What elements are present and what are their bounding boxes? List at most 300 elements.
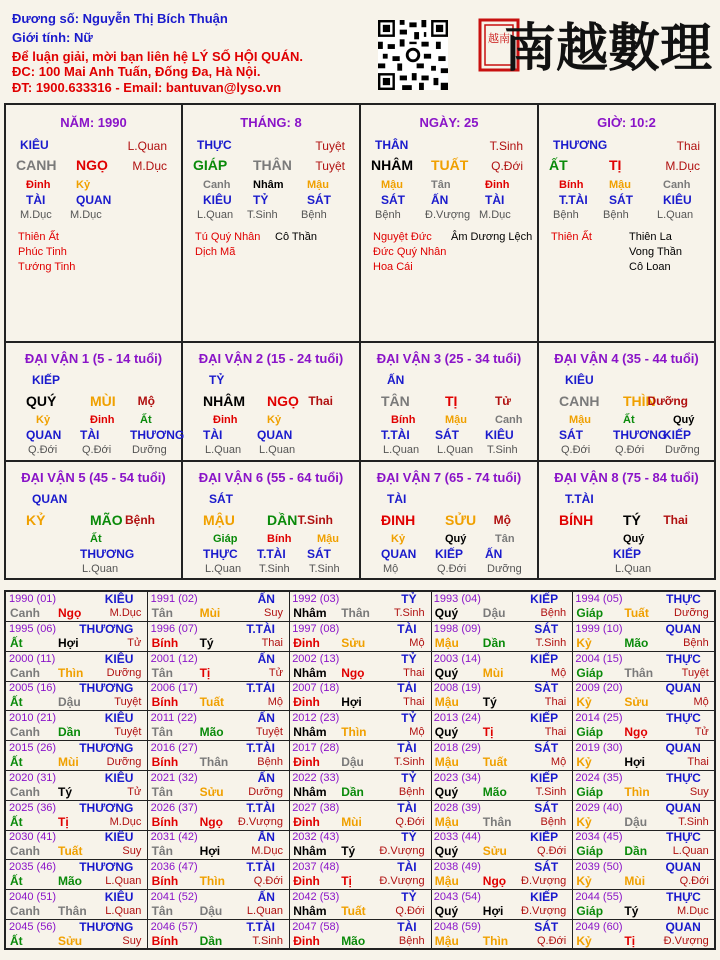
year-chi: Ngọ xyxy=(482,874,507,889)
year-label: 2028 (39) xyxy=(433,801,481,814)
year-stage: L.Quan xyxy=(246,905,283,917)
hidden-stage: Đ.Vượng xyxy=(425,209,471,221)
year-can: Quý xyxy=(434,725,459,740)
year-cell[interactable] xyxy=(431,920,573,950)
dai-van-cell xyxy=(361,343,539,462)
year-god: TỶ xyxy=(401,830,417,845)
year-can: Kỷ xyxy=(576,933,592,948)
year-cell[interactable] xyxy=(431,652,573,682)
year-label: 2011 (22) xyxy=(150,712,197,725)
dv-hidden-stem: Quý xyxy=(445,533,467,545)
pillar-chi: THÂN xyxy=(253,157,292,173)
year-god: THƯƠNG xyxy=(79,800,134,815)
hidden-god: SÁT xyxy=(609,193,633,207)
year-chi: Tuất xyxy=(58,844,83,859)
year-god: TÀI xyxy=(397,621,417,636)
year-label: 1996 (07) xyxy=(150,622,198,635)
year-label: 2004 (15) xyxy=(575,652,623,665)
year-cell[interactable] xyxy=(6,681,148,711)
dv-hidden-stem: Ất xyxy=(90,533,102,545)
year-stage: Suy xyxy=(689,785,709,798)
year-chi: Tuất xyxy=(199,695,225,710)
year-god: TỶ xyxy=(401,651,417,666)
year-cell[interactable] xyxy=(572,592,714,622)
year-chi: Mùi xyxy=(199,606,221,620)
year-cell[interactable] xyxy=(431,830,573,860)
year-chi: Ngọ xyxy=(624,725,648,740)
year-label: 2013 (24) xyxy=(433,712,481,725)
hidden-god: TỶ xyxy=(253,193,269,207)
dv-hidden-god: KIÊU xyxy=(485,428,514,442)
year-cell[interactable] xyxy=(148,652,290,682)
year-cell[interactable] xyxy=(431,771,573,801)
pillar-cell xyxy=(6,105,183,343)
year-cell[interactable] xyxy=(6,771,148,801)
year-can: Đinh xyxy=(293,814,320,829)
year-chi: Tý xyxy=(482,695,497,710)
year-cell[interactable] xyxy=(289,801,431,831)
year-cell[interactable] xyxy=(6,801,148,831)
year-god: KIÊU xyxy=(104,711,134,726)
year-god: SÁT xyxy=(534,860,559,875)
year-label: 2016 (27) xyxy=(150,742,198,754)
year-can: Mậu xyxy=(434,695,459,710)
hidden-stem: Tân xyxy=(431,179,451,191)
year-chi: Dậu xyxy=(341,755,364,769)
dv-hidden-god: SÁT xyxy=(559,428,583,442)
year-can: Bính xyxy=(151,933,179,948)
star-right: Vong Thần xyxy=(629,246,683,258)
year-god: ẤN xyxy=(257,770,275,785)
star-right: Thiên La xyxy=(629,231,672,243)
year-chi: Mão xyxy=(482,784,507,799)
year-label: 2018 (29) xyxy=(433,742,481,754)
year-cell[interactable] xyxy=(6,652,148,682)
dai-van-cell xyxy=(6,343,183,462)
year-cell[interactable] xyxy=(572,801,714,831)
year-label: 2041 (52) xyxy=(150,891,198,903)
year-cell[interactable] xyxy=(431,592,573,622)
year-god: THƯƠNG xyxy=(79,919,134,934)
pillar-top-stage: Thai xyxy=(676,139,700,153)
dai-van-chi: DẦN xyxy=(267,512,298,528)
year-cell[interactable] xyxy=(572,890,714,920)
year-god: T.TÀI xyxy=(246,800,275,815)
year-label: 2023 (34) xyxy=(433,771,481,784)
year-god: THỰC xyxy=(666,711,701,726)
year-god: TÀI xyxy=(397,919,417,934)
dv-hidden-stage: Q.Đới xyxy=(28,444,58,456)
svg-text:越南: 越南 xyxy=(488,32,510,45)
year-can: Đinh xyxy=(293,755,320,769)
dai-van-stage: Thai xyxy=(308,394,333,408)
year-can: Ất xyxy=(10,695,23,710)
year-can: Quý xyxy=(434,904,459,918)
dv-hidden-god: TÀI xyxy=(203,428,223,442)
hidden-god: SÁT xyxy=(381,193,405,207)
year-cell[interactable] xyxy=(6,741,148,771)
year-cell[interactable] xyxy=(148,801,290,831)
year-can: Mậu xyxy=(434,755,459,769)
year-stage: Mộ xyxy=(409,636,425,649)
year-chi: Ngọ xyxy=(58,606,82,620)
year-cell[interactable] xyxy=(148,741,290,771)
year-can: Đinh xyxy=(293,933,320,948)
year-can: Ất xyxy=(10,874,23,889)
dv-hidden-god: SÁT xyxy=(307,547,331,561)
year-cell[interactable] xyxy=(289,890,431,920)
year-label: 2006 (17) xyxy=(150,682,198,695)
hidden-stem: Đinh xyxy=(485,179,510,191)
year-label: 2020 (31) xyxy=(9,771,57,784)
year-cell[interactable] xyxy=(289,741,431,771)
year-label: 2033 (44) xyxy=(433,831,481,844)
year-stage: Dưỡng xyxy=(674,607,709,619)
pillar-title: THÁNG: 8 xyxy=(240,115,302,130)
dv-hidden-god: SÁT xyxy=(435,428,459,442)
year-chi: Sửu xyxy=(199,784,224,799)
dv-hidden-stage: Q.Đới xyxy=(82,444,112,456)
year-cell[interactable] xyxy=(6,622,148,652)
pillar-title: NĂM: 1990 xyxy=(60,115,127,130)
year-chi: Sửu xyxy=(341,635,366,650)
year-label: 2040 (51) xyxy=(9,891,57,903)
year-cell[interactable] xyxy=(431,681,573,711)
year-label: 2031 (42) xyxy=(150,831,198,844)
hidden-stage: Bệnh xyxy=(553,209,579,221)
year-can: Kỷ xyxy=(576,814,592,829)
year-chi: Tị xyxy=(199,665,211,680)
year-can: Canh xyxy=(10,844,40,859)
year-stage: Bệnh xyxy=(398,785,425,798)
hidden-stage: Bệnh xyxy=(301,209,327,221)
dv-hidden-stage: L.Quan xyxy=(437,444,474,456)
dai-van-god: T.TÀI xyxy=(565,492,594,506)
year-can: Tân xyxy=(151,725,173,740)
dai-van-chi: NGỌ xyxy=(267,393,299,409)
chart-grid xyxy=(4,103,716,580)
year-stage: Mộ xyxy=(409,726,425,739)
year-stage: Tuyệt xyxy=(681,666,709,679)
year-stage: Mộ xyxy=(550,756,567,768)
hidden-stem: Mậu xyxy=(609,179,631,191)
dv-hidden-stem: Tân xyxy=(495,533,515,545)
year-stage: Thai xyxy=(403,666,425,679)
dv-hidden-stem: Kỷ xyxy=(36,414,51,426)
dai-van-cell xyxy=(539,343,714,462)
year-chi: Mão xyxy=(624,635,649,650)
year-label: 2048 (59) xyxy=(433,920,481,933)
year-can: Đinh xyxy=(293,695,320,710)
year-can: Đinh xyxy=(293,874,320,889)
year-cell[interactable] xyxy=(148,711,290,741)
year-stage: Dưỡng xyxy=(106,756,142,768)
pillar-title: NGÀY: 25 xyxy=(419,115,479,130)
star-right: Cô Loan xyxy=(629,261,671,273)
year-cell[interactable] xyxy=(431,801,573,831)
dai-van-title: ĐẠI VẬN 3 (25 - 34 tuổi) xyxy=(376,351,522,366)
year-cell[interactable] xyxy=(431,890,573,920)
year-cell[interactable] xyxy=(572,652,714,682)
year-chi: Sửu xyxy=(58,933,83,948)
pillar-stage: M.Dục xyxy=(132,159,167,173)
year-stage: Tuyệt xyxy=(114,696,142,709)
year-god: QUAN xyxy=(665,800,701,815)
year-god: TÀI xyxy=(397,860,417,875)
year-chi: Hợi xyxy=(199,844,221,859)
year-label: 2032 (43) xyxy=(292,831,340,844)
dai-van-stage: Mộ xyxy=(493,513,511,527)
year-chi: Thân xyxy=(624,665,654,680)
year-can: Tân xyxy=(151,784,173,799)
dai-van-god: QUAN xyxy=(32,492,68,506)
year-can: Tân xyxy=(151,904,173,918)
year-cell[interactable] xyxy=(6,711,148,741)
pillar-can: GIÁP xyxy=(193,157,228,173)
year-can: Kỷ xyxy=(576,635,592,650)
year-stage: Thai xyxy=(687,756,709,768)
year-chi: Dần xyxy=(482,635,506,650)
dv-hidden-god: ẤN xyxy=(485,547,503,561)
year-cell[interactable] xyxy=(431,622,573,652)
year-cell[interactable] xyxy=(289,652,431,682)
year-can: Nhâm xyxy=(293,844,327,859)
year-can: Giáp xyxy=(576,784,604,799)
year-label: 2007 (18) xyxy=(292,682,340,695)
dv-hidden-god: TÀI xyxy=(80,428,100,442)
dv-hidden-stem: Giáp xyxy=(213,533,238,545)
dv-hidden-god: T.TÀI xyxy=(381,428,410,442)
year-can: Kỷ xyxy=(576,695,592,710)
dai-van-god: KIÊU xyxy=(565,373,594,387)
year-cell[interactable] xyxy=(572,860,714,890)
year-cell[interactable] xyxy=(289,830,431,860)
year-cell[interactable] xyxy=(148,860,290,890)
year-god: KIÊU xyxy=(104,592,134,606)
year-cell[interactable] xyxy=(572,622,714,652)
year-stage: Q.Đới xyxy=(253,875,283,888)
year-god: KIẾP xyxy=(530,711,559,726)
hidden-stage: T.Sinh xyxy=(247,209,278,221)
year-label: 2029 (40) xyxy=(575,801,623,814)
year-table xyxy=(4,590,716,950)
year-can: Kỷ xyxy=(576,755,592,769)
year-cell[interactable] xyxy=(148,592,290,622)
dai-van-title: ĐẠI VẬN 8 (75 - 84 tuổi) xyxy=(554,470,699,485)
year-can: Canh xyxy=(10,665,40,680)
star-right: Cô Thần xyxy=(275,231,317,243)
dv-hidden-stage: L.Quan xyxy=(259,444,296,456)
dai-van-cell xyxy=(6,462,183,578)
year-chi: Dần xyxy=(624,844,648,859)
year-stage: Q.Đới xyxy=(395,905,425,917)
hidden-stem: Kỷ xyxy=(76,179,91,191)
year-stage: Thai xyxy=(544,726,567,739)
dv-hidden-stem: Kỷ xyxy=(391,533,406,545)
year-stage: L.Quan xyxy=(105,875,142,888)
year-can: Giáp xyxy=(576,844,604,859)
year-stage: Thai xyxy=(544,696,567,709)
dv-hidden-stem: Mậu xyxy=(569,414,591,426)
year-cell[interactable] xyxy=(6,860,148,890)
hidden-god: QUAN xyxy=(76,193,112,207)
year-can: Canh xyxy=(10,725,40,740)
year-can: Canh xyxy=(10,606,40,620)
star-left: Tú Quý Nhân xyxy=(195,231,261,243)
pillar-stage: Q.Đới xyxy=(491,159,523,173)
hidden-stem: Canh xyxy=(203,179,231,191)
year-cell[interactable] xyxy=(148,890,290,920)
dv-hidden-stage: L.Quan xyxy=(383,444,420,456)
dai-van-chi: THÌN xyxy=(623,393,656,409)
year-cell[interactable] xyxy=(572,681,714,711)
dv-hidden-god: QUAN xyxy=(26,428,62,442)
star-left: Tướng Tinh xyxy=(18,261,76,273)
year-chi: Sửu xyxy=(624,695,649,710)
year-stage: L.Quan xyxy=(105,905,142,917)
year-label: 2035 (46) xyxy=(9,861,57,874)
year-cell[interactable] xyxy=(148,830,290,860)
year-label: 2024 (35) xyxy=(575,771,623,784)
year-cell[interactable] xyxy=(431,711,573,741)
year-god: TỶ xyxy=(401,711,417,726)
year-stage: Tử xyxy=(268,666,283,679)
year-can: Ất xyxy=(10,635,23,650)
year-label: 2037 (48) xyxy=(292,861,340,874)
dai-van-cell xyxy=(361,462,539,578)
year-chi: Tị xyxy=(341,874,352,889)
year-god: QUAN xyxy=(665,741,701,755)
dai-van-can: TÂN xyxy=(381,393,410,409)
year-god: THỰC xyxy=(666,770,701,785)
year-cell[interactable] xyxy=(572,741,714,771)
pillar-stage: M.Dục xyxy=(665,159,700,173)
pillar-top-god: THƯƠNG xyxy=(553,138,608,152)
year-chi: Thân xyxy=(199,755,229,769)
dv-hidden-stage: L.Quan xyxy=(205,563,242,575)
year-chi: Mùi xyxy=(482,665,504,680)
dai-van-cell xyxy=(183,343,361,462)
hidden-stage: M.Dục xyxy=(20,209,52,221)
year-cell[interactable] xyxy=(572,920,714,950)
dai-van-can: CANH xyxy=(559,393,600,409)
year-chi: Tuất xyxy=(624,606,649,620)
hidden-stage: Bệnh xyxy=(375,209,401,221)
year-stage: Bệnh xyxy=(398,934,425,947)
dv-hidden-stage: Q.Đới xyxy=(615,444,645,456)
dv-hidden-stem: Canh xyxy=(495,414,523,426)
year-cell[interactable] xyxy=(572,771,714,801)
year-stage: Thai xyxy=(261,636,283,649)
year-can: Bính xyxy=(151,695,179,710)
pillar-top-stage: L.Quan xyxy=(127,139,167,153)
year-chi: Tuất xyxy=(482,755,508,769)
contact-invite: Để luận giải, mời bạn liên hệ LÝ SỐ HỘI QUÁN. xyxy=(12,49,303,64)
year-god: QUAN xyxy=(665,919,701,934)
year-cell[interactable] xyxy=(289,860,431,890)
year-cell[interactable] xyxy=(148,771,290,801)
year-stage: Dưỡng xyxy=(106,666,142,679)
dv-hidden-god: KIẾP xyxy=(435,547,464,561)
dv-hidden-stage: L.Quan xyxy=(82,563,119,575)
year-label: 2012 (23) xyxy=(292,712,340,725)
year-god: SÁT xyxy=(534,681,559,696)
year-can: Tân xyxy=(151,844,173,859)
year-cell[interactable] xyxy=(289,592,431,622)
pillar-top-god: KIÊU xyxy=(20,138,49,152)
year-cell[interactable] xyxy=(289,711,431,741)
dv-hidden-stage: Dưỡng xyxy=(132,444,167,456)
year-cell[interactable] xyxy=(431,860,573,890)
qr-code-icon[interactable] xyxy=(378,20,448,90)
year-cell[interactable] xyxy=(6,592,148,622)
year-stage: Tuyệt xyxy=(114,726,142,739)
year-god: QUAN xyxy=(665,860,701,875)
year-chi: Dậu xyxy=(199,904,223,918)
year-cell[interactable] xyxy=(6,890,148,920)
dv-hidden-stage: T.Sinh xyxy=(259,563,290,575)
year-cell[interactable] xyxy=(289,771,431,801)
year-can: Canh xyxy=(10,904,40,918)
year-label: 1997 (08) xyxy=(292,622,340,635)
year-cell[interactable] xyxy=(572,830,714,860)
year-stage: L.Quan xyxy=(672,845,709,858)
year-stage: Suy xyxy=(122,934,142,947)
dv-hidden-god: QUAN xyxy=(381,547,417,561)
year-can: Kỷ xyxy=(576,874,592,889)
year-label: 2038 (49) xyxy=(433,861,481,874)
year-can: Mậu xyxy=(434,814,459,829)
year-stage: T.Sinh xyxy=(394,756,425,768)
year-can: Bính xyxy=(151,635,179,650)
year-stage: Suy xyxy=(264,607,283,619)
year-stage: M.Dục xyxy=(251,845,283,858)
dv-hidden-god: THỰC xyxy=(203,547,238,561)
year-stage: Bệnh xyxy=(540,815,567,828)
year-cell[interactable] xyxy=(148,622,290,652)
year-god: TÀI xyxy=(397,681,417,696)
year-cell[interactable] xyxy=(431,741,573,771)
year-cell[interactable] xyxy=(289,920,431,950)
year-chi: Hợi xyxy=(624,755,645,769)
year-cell[interactable] xyxy=(572,711,714,741)
year-stage: Tử xyxy=(694,726,709,739)
phone-email: ĐT: 1900.633316 - Email: bantuvan@lyso.vn xyxy=(12,80,282,95)
year-label: 1990 (01) xyxy=(9,593,57,605)
year-cell[interactable] xyxy=(6,830,148,860)
year-can: Giáp xyxy=(576,904,604,918)
year-god: TỶ xyxy=(401,592,417,606)
year-god: THỰC xyxy=(666,830,701,845)
year-chi: Thân xyxy=(482,814,512,829)
year-cell[interactable] xyxy=(289,622,431,652)
pillar-cell xyxy=(361,105,539,343)
year-cell[interactable] xyxy=(289,681,431,711)
year-cell[interactable] xyxy=(148,681,290,711)
year-can: Quý xyxy=(434,606,459,620)
dai-van-title: ĐẠI VẬN 2 (15 - 24 tuổi) xyxy=(198,351,344,366)
year-label: 1992 (03) xyxy=(292,593,340,605)
star-left: Dịch Mã xyxy=(195,246,236,258)
dai-van-stage: T.Sinh xyxy=(297,513,333,527)
year-cell[interactable] xyxy=(6,920,148,950)
dv-hidden-stage: T.Sinh xyxy=(487,444,518,456)
year-cell[interactable] xyxy=(148,920,290,950)
pillar-top-god: THỰC xyxy=(197,138,232,152)
dv-hidden-stage: Mộ xyxy=(383,563,399,575)
year-chi: Thìn xyxy=(482,933,509,948)
year-god: SÁT xyxy=(534,919,559,934)
